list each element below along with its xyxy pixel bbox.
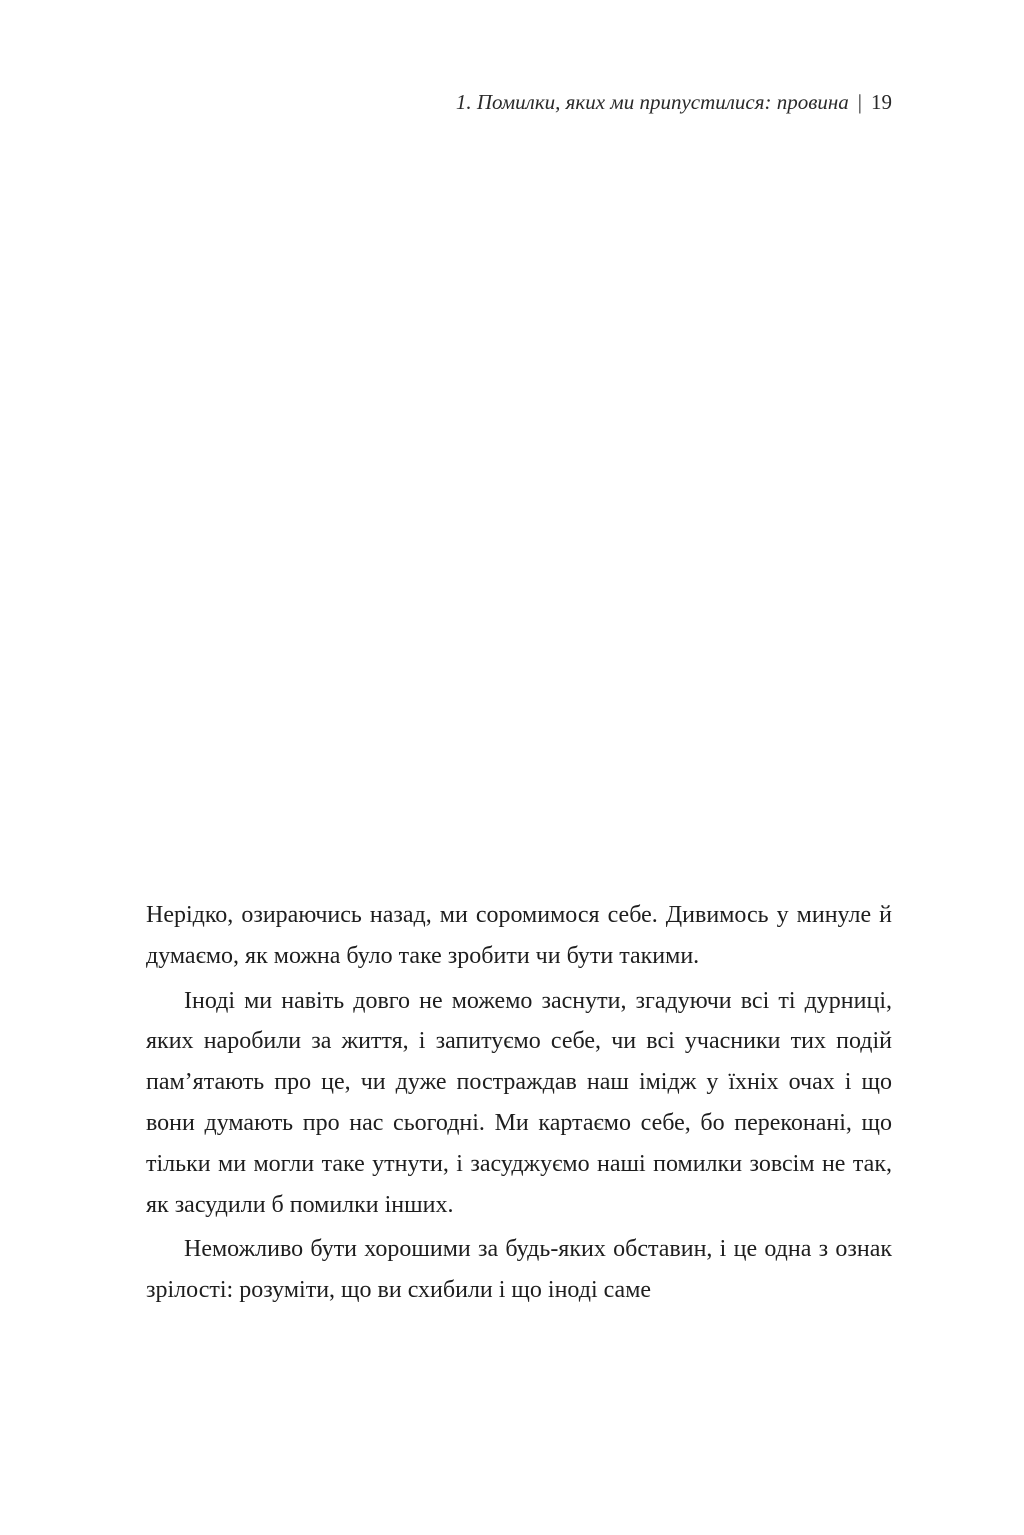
chapter-title: 1. Помилки, яких ми припустилися: провина <box>455 90 849 114</box>
header-separator: | <box>857 90 862 114</box>
paragraph: Неможливо бути хорошими за будь-яких обставин, і це одна з ознак зрілості: розуміти, що ви схибили і що іноді саме <box>146 1236 892 1304</box>
paragraph: Нерідко, озираючись назад, ми соромимося себе. Дивимось у минуле й думаємо, як можна було таке зробити чи бути такими. <box>146 902 892 969</box>
page-number: 19 <box>871 90 892 114</box>
running-header <box>456 88 892 116</box>
paragraph: Іноді ми навіть довго не можемо заснути, згадуючи всі ті дурниці, яких наробили за життя, і запитуємо себе, чи всі учасники тих подій пам’ятають про це, чи дуже постраждав наш імідж у їхніх очах і що вони думають про нас сьогодні. Ми картаємо себе, бо переконані, що тільки ми могли таке утнути, і засуджуємо наші помилки зовсім не так, як засудили б помилки інших. <box>146 987 892 1218</box>
body-text <box>146 895 892 1315</box>
